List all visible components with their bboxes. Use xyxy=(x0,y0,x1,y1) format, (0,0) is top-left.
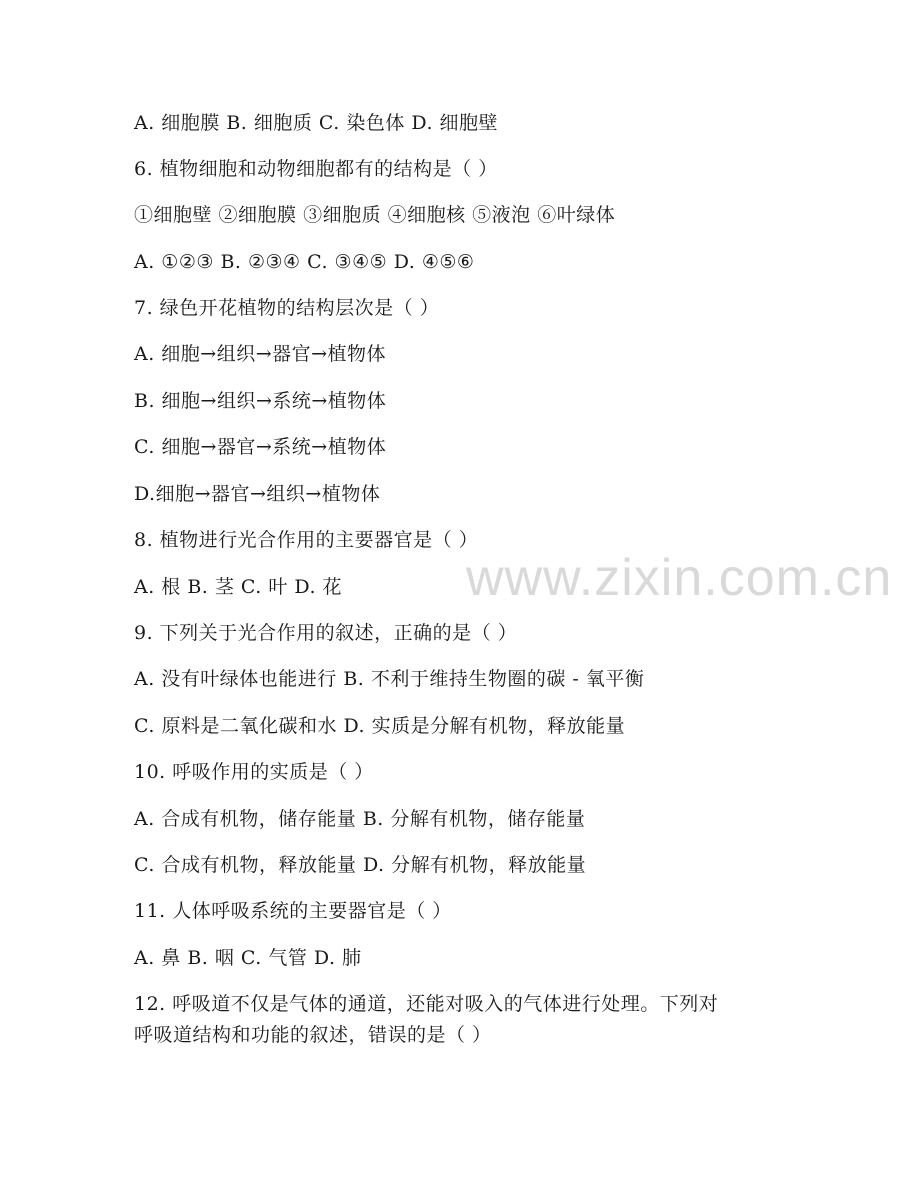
q9-options-ab: A. 没有叶绿体也能进行 B. 不利于维持生物圈的碳 - 氧平衡 xyxy=(134,668,645,690)
q7-stem: 7. 绿色开花植物的结构层次是（ ） xyxy=(134,297,440,319)
q9-options-cd: C. 原料是二氧化碳和水 D. 实质是分解有机物，释放能量 xyxy=(134,715,626,737)
q12-stem-line2: 呼吸道结构和功能的叙述，错误的是（ ） xyxy=(134,1024,492,1046)
q7-option-a: A. 细胞→组织→器官→植物体 xyxy=(134,343,387,365)
q10-options-cd: C. 合成有机物，释放能量 D. 分解有机物，释放能量 xyxy=(134,854,587,876)
q12-stem-line1: 12. 呼吸道不仅是气体的通道，还能对吸入的气体进行处理。下列对 xyxy=(134,993,719,1015)
q5-options: A. 细胞膜 B. 细胞质 C. 染色体 D. 细胞壁 xyxy=(134,112,499,134)
q8-options: A. 根 B. 茎 C. 叶 D. 花 xyxy=(134,576,343,598)
q7-option-d: D.细胞→器官→组织→植物体 xyxy=(134,483,381,505)
q7-option-b: B. 细胞→组织→系统→植物体 xyxy=(134,390,387,412)
q11-options: A. 鼻 B. 咽 C. 气管 D. 肺 xyxy=(134,947,362,969)
q10-stem: 10. 呼吸作用的实质是（ ） xyxy=(134,761,374,783)
watermark: www.zixin.com.cn xyxy=(466,549,893,607)
q9-stem: 9. 下列关于光合作用的叙述，正确的是（ ） xyxy=(134,622,518,644)
q8-stem: 8. 植物进行光合作用的主要器官是（ ） xyxy=(134,529,479,551)
q10-options-ab: A. 合成有机物，储存能量 B. 分解有机物，储存能量 xyxy=(134,808,586,830)
q6-stem: 6. 植物细胞和动物细胞都有的结构是（ ） xyxy=(134,158,498,180)
q6-items: ①细胞壁 ②细胞膜 ③细胞质 ④细胞核 ⑤液泡 ⑥叶绿体 xyxy=(134,204,616,226)
q7-option-c: C. 细胞→器官→系统→植物体 xyxy=(134,436,387,458)
q6-options: A. ①②③ B. ②③④ C. ③④⑤ D. ④⑤⑥ xyxy=(134,251,475,273)
q11-stem: 11. 人体呼吸系统的主要器官是（ ） xyxy=(134,900,452,922)
